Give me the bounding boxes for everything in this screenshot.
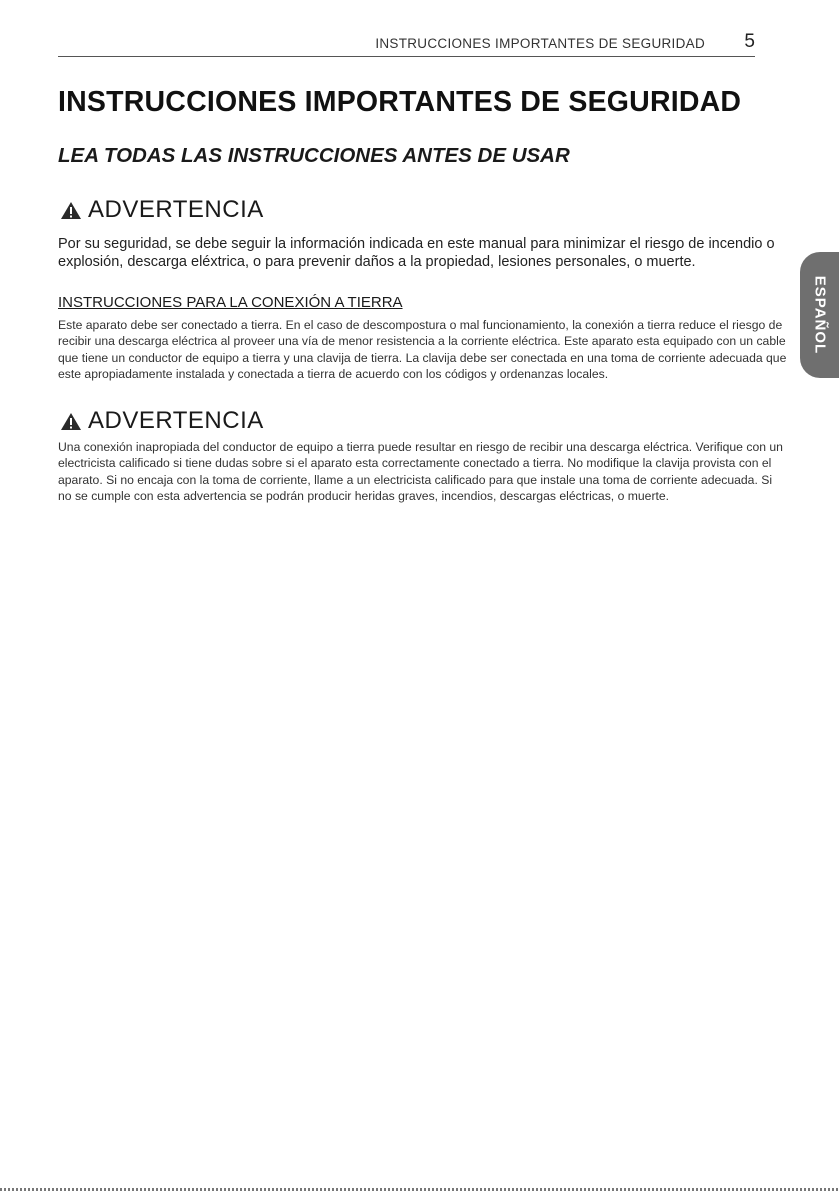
page-subtitle: LEA TODAS LAS INSTRUCCIONES ANTES DE USAR: [58, 144, 570, 167]
warning-heading-2: [60, 407, 264, 435]
warning-triangle-icon: [60, 412, 82, 431]
running-title: INSTRUCCIONES IMPORTANTES DE SEGURIDAD: [375, 36, 705, 51]
warning-text: Por su seguridad, se debe seguir la información indicada en este manual para minimizar el riesgo de incendio o explosión, descarga eléxtrica, o para prevenir daños a la propiedad, lesiones personales, o muerte.: [58, 236, 775, 270]
warning-heading-text-2: ADVERTENCIA: [88, 407, 264, 434]
page-number: 5: [744, 31, 755, 52]
warning-text-2: Una conexión inapropiada del conductor de equipo a tierra puede resultar en riesgo de recibir una descarga eléctrica. Verifique con un electricista calificado si tiene dudas sobre si el aparato esta correctamente conectado a tierra. No modifique la clavija provista con el aparato. Si no encaja con la toma de corriente, llame a un electricista calificado para que instale una toma de corriente adecuada. Si no se cumple con esta advertencia se podrán producir heridas graves, incendios, descargas eléctricas, o muerte.: [58, 440, 783, 503]
language-tab-label: ESPAÑOL: [811, 275, 828, 355]
warning-triangle-icon: [60, 201, 82, 220]
page-title: INSTRUCCIONES IMPORTANTES DE SEGURIDAD: [58, 86, 742, 118]
warning-heading: [60, 196, 264, 224]
running-header: [58, 32, 755, 57]
warning-heading-text: ADVERTENCIA: [88, 196, 264, 223]
grounding-heading: INSTRUCCIONES PARA LA CONEXIÓN A TIERRA: [58, 294, 403, 311]
language-tab: [800, 252, 839, 378]
grounding-text: Este aparato debe ser conectado a tierra. En el caso de descompostura o mal funcionamiento, la conexión a tierra reduce el riesgo de recibir una descarga eléctrica al proveer una vía de menor resistencia a la corriente eléctrica. Este aparato esta equipado con un cable que tiene un conductor de equipo a tierra y una clavija de tierra. La clavija debe ser conectada en una toma de corriente adecuada que este apropiadamente instalada y conectada a tierra de acuerdo con los códigos y ordenanzas locales.: [58, 318, 787, 381]
